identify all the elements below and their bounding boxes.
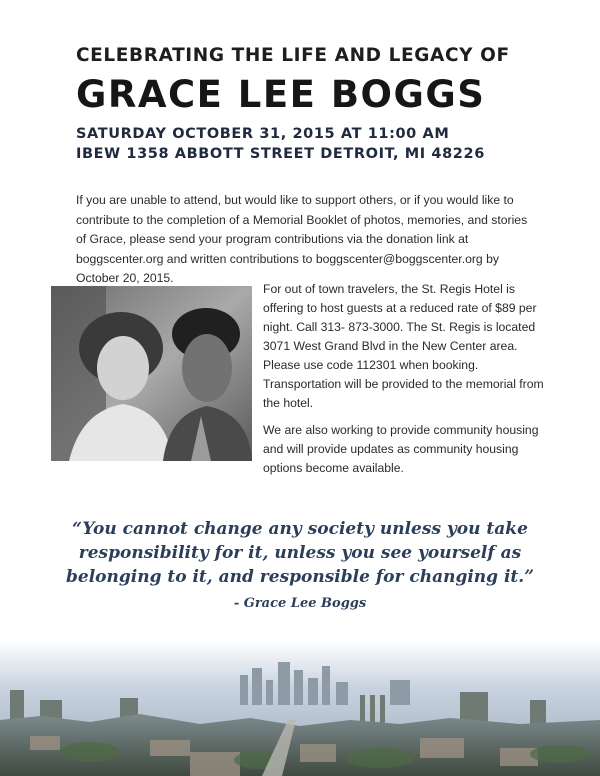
intro-paragraph: If you are unable to attend, but would like to support others, or if you would like to contribute to the completion of a Memorial Booklet of photos, memories, and stories of Grace, please send your program contributions via the donation link at boggscenter.org and written contributions to boggscenter@boggscenter.org by October 20, 2015.	[76, 193, 528, 285]
travel-paragraph-housing: We are also working to provide community housing and will provide updates as community housing options become available.	[263, 423, 539, 475]
portrait-photo	[51, 286, 252, 461]
travel-paragraph-hotel: For out of town travelers, the St. Regis Hotel is offering to host guests at a reduced rate of $89 per night. Call 313- 873-3000. The St. Regis is located 3071 West Grand Blvd in the New Center area. Please use code 112301 when booking. Transportation will be provided to the memorial from the hotel.	[263, 282, 544, 410]
quote-text: “You cannot change any society unless you take responsibility for it, unless you see yourself as belonging to it, and responsible for changing it.”	[66, 519, 534, 587]
event-location: IBEW 1358 ABBOTT STREET DETROIT, MI 48226	[76, 146, 485, 162]
detroit-skyline-image	[0, 640, 600, 776]
header	[76, 44, 546, 164]
event-date: SATURDAY OCTOBER 31, 2015 AT 11:00 AM	[76, 126, 450, 142]
skyline-photo-icon	[0, 640, 600, 776]
quote-attribution: - Grace Lee Boggs	[233, 596, 367, 611]
portrait-photo-icon	[51, 286, 252, 461]
page-title: GRACE LEE BOGGS	[76, 73, 486, 116]
pre-title: CELEBRATING THE LIFE AND LEGACY OF	[76, 45, 510, 66]
travel-info	[263, 280, 545, 478]
